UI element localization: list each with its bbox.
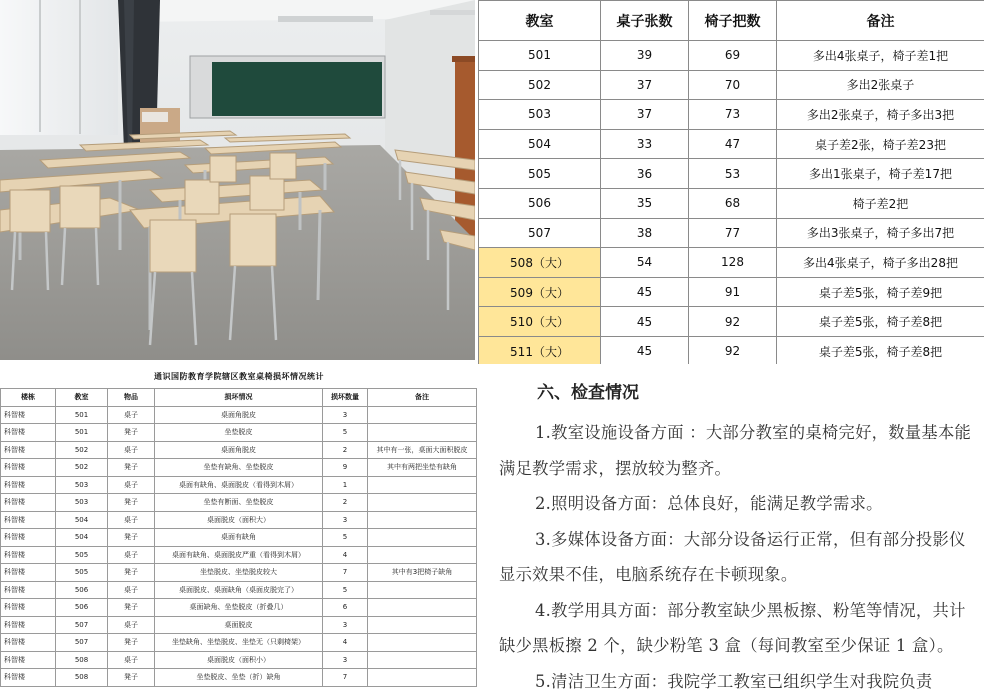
damage-cell: 坐垫有断面、坐垫脱皮	[155, 494, 323, 512]
quantity-cell: 3	[323, 616, 368, 634]
desk-chair-count-table	[478, 0, 984, 364]
inventory-row	[479, 307, 984, 337]
item-cell: 桌子	[108, 476, 155, 494]
damage-row	[1, 616, 477, 634]
chair-count-cell: 128	[689, 248, 777, 278]
room-cell: 503	[56, 494, 108, 512]
chair-count-cell: 47	[689, 129, 777, 159]
item-cell: 凳子	[108, 669, 155, 687]
remark-cell	[368, 424, 477, 442]
room-cell: 505	[479, 159, 601, 189]
col-header-room: 教室	[479, 1, 601, 41]
quantity-cell: 3	[323, 651, 368, 669]
inventory-table-body	[479, 41, 984, 365]
desk-count-cell: 39	[601, 41, 689, 71]
building-cell: 科智楼	[1, 651, 56, 669]
inventory-row	[479, 129, 984, 159]
note-cell: 桌子差5张，椅子差9把	[777, 277, 984, 307]
remark-cell	[368, 651, 477, 669]
room-cell: 501	[56, 406, 108, 424]
item-cell: 桌子	[108, 581, 155, 599]
room-cell: 507	[56, 634, 108, 652]
building-cell: 科智楼	[1, 424, 56, 442]
quantity-cell: 7	[323, 564, 368, 582]
damage-row	[1, 511, 477, 529]
room-cell: 510（大）	[479, 307, 601, 337]
room-cell: 502	[56, 459, 108, 477]
inventory-row	[479, 188, 984, 218]
remark-cell	[368, 494, 477, 512]
room-cell: 508	[56, 669, 108, 687]
remark-cell	[368, 476, 477, 494]
inventory-row	[479, 41, 984, 71]
col-header-damage: 损坏情况	[155, 389, 323, 407]
note-cell: 多出2张桌子	[777, 70, 984, 100]
quantity-cell: 7	[323, 669, 368, 687]
damage-table-title: 通识国防教育学院辖区教室桌椅损坏情况统计	[154, 372, 324, 381]
note-cell: 椅子差2把	[777, 188, 984, 218]
note-cell: 桌子差5张，椅子差8把	[777, 336, 984, 364]
desk-count-cell: 45	[601, 336, 689, 364]
room-cell: 502	[56, 441, 108, 459]
damage-cell: 桌面有缺角、桌面脱皮严重（看得到木屑）	[155, 546, 323, 564]
room-cell: 501	[479, 41, 601, 71]
item-cell: 桌子	[108, 651, 155, 669]
room-cell: 511（大）	[479, 336, 601, 364]
item-cell: 凳子	[108, 424, 155, 442]
damage-row	[1, 564, 477, 582]
remark-cell	[368, 669, 477, 687]
damage-row	[1, 634, 477, 652]
item-cell: 桌子	[108, 441, 155, 459]
damage-cell: 桌面有缺角	[155, 529, 323, 547]
inventory-header-row	[479, 1, 984, 41]
room-cell: 509（大）	[479, 277, 601, 307]
paragraph-cleaning: 5.清洁卫生方面：我院学工教室已组织学生对我院负责	[535, 671, 933, 691]
damage-cell: 坐垫脱皮、坐垫脱皮较大	[155, 564, 323, 582]
desk-count-cell: 35	[601, 188, 689, 218]
damage-cell: 桌面脱皮（面积小）	[155, 651, 323, 669]
damage-cell: 坐垫脱皮	[155, 424, 323, 442]
building-cell: 科智楼	[1, 546, 56, 564]
room-cell: 508	[56, 651, 108, 669]
damage-row	[1, 581, 477, 599]
room-cell: 504	[479, 129, 601, 159]
remark-cell: 其中有一张，桌面大面积脱皮	[368, 441, 477, 459]
item-cell: 桌子	[108, 406, 155, 424]
chair-count-cell: 69	[689, 41, 777, 71]
col-header-desks: 桌子张数	[601, 1, 689, 41]
building-cell: 科智楼	[1, 616, 56, 634]
quantity-cell: 6	[323, 599, 368, 617]
damage-table-body	[1, 406, 477, 686]
col-header-item: 物品	[108, 389, 155, 407]
building-cell: 科智楼	[1, 529, 56, 547]
damage-cell: 坐垫缺角、坐垫脱皮、坐垫无（只剩椅架）	[155, 634, 323, 652]
damage-cell: 坐垫有缺角、坐垫脱皮	[155, 459, 323, 477]
inspection-section	[499, 370, 982, 697]
note-cell: 多出1张桌子，椅子差17把	[777, 159, 984, 189]
damage-row	[1, 424, 477, 442]
note-cell: 多出2张桌子，椅子多出3把	[777, 100, 984, 130]
room-cell: 503	[479, 100, 601, 130]
remark-cell: 其中有3把椅子缺角	[368, 564, 477, 582]
col-header-note: 备注	[777, 1, 984, 41]
note-cell: 桌子差2张，椅子差23把	[777, 129, 984, 159]
room-cell: 508（大）	[479, 248, 601, 278]
quantity-cell: 9	[323, 459, 368, 477]
note-cell: 多出4张桌子，椅子差1把	[777, 41, 984, 71]
note-cell: 多出3张桌子，椅子多出7把	[777, 218, 984, 248]
quantity-cell: 3	[323, 406, 368, 424]
chair-count-cell: 53	[689, 159, 777, 189]
quantity-cell: 1	[323, 476, 368, 494]
room-cell: 506	[479, 188, 601, 218]
chair-count-cell: 92	[689, 336, 777, 364]
room-cell: 504	[56, 511, 108, 529]
quantity-cell: 5	[323, 529, 368, 547]
paragraph-multimedia: 3.多媒体设备方面：大部分设备运行正常，但有部分投影仪显示效果不佳，电脑系统存在卡顿现象。	[499, 529, 966, 584]
damage-cell: 桌面角脱皮	[155, 406, 323, 424]
remark-cell	[368, 616, 477, 634]
remark-cell	[368, 581, 477, 599]
quantity-cell: 5	[323, 581, 368, 599]
quantity-cell: 4	[323, 546, 368, 564]
inventory-row	[479, 248, 984, 278]
col-header-remark: 备注	[368, 389, 477, 407]
inventory-row	[479, 159, 984, 189]
damage-row	[1, 651, 477, 669]
damage-cell: 桌面角脱皮	[155, 441, 323, 459]
damage-row	[1, 406, 477, 424]
paragraph-lighting: 2.照明设备方面：总体良好，能满足教学需求。	[535, 494, 883, 513]
chair-count-cell: 73	[689, 100, 777, 130]
item-cell: 凳子	[108, 459, 155, 477]
building-cell: 科智楼	[1, 476, 56, 494]
chair-count-cell: 91	[689, 277, 777, 307]
item-cell: 凳子	[108, 599, 155, 617]
quantity-cell: 2	[323, 441, 368, 459]
remark-cell	[368, 406, 477, 424]
damage-row	[1, 546, 477, 564]
desk-count-cell: 37	[601, 100, 689, 130]
desk-count-cell: 54	[601, 248, 689, 278]
room-cell: 505	[56, 564, 108, 582]
item-cell: 凳子	[108, 494, 155, 512]
remark-cell	[368, 599, 477, 617]
inventory-row	[479, 100, 984, 130]
quantity-cell: 5	[323, 424, 368, 442]
damage-cell: 桌面脱皮	[155, 616, 323, 634]
remark-cell	[368, 529, 477, 547]
damage-statistics-sheet	[0, 362, 478, 697]
room-cell: 507	[479, 218, 601, 248]
remark-cell: 其中有两把坐垫有缺角	[368, 459, 477, 477]
room-cell: 507	[56, 616, 108, 634]
chair-count-cell: 92	[689, 307, 777, 337]
quantity-cell: 3	[323, 511, 368, 529]
building-cell: 科智楼	[1, 581, 56, 599]
col-header-building: 楼栋	[1, 389, 56, 407]
damage-cell: 桌面缺角、坐垫脱皮（折叠几）	[155, 599, 323, 617]
item-cell: 桌子	[108, 511, 155, 529]
room-cell: 506	[56, 599, 108, 617]
note-cell: 桌子差5张，椅子差8把	[777, 307, 984, 337]
building-cell: 科智楼	[1, 599, 56, 617]
item-cell: 凳子	[108, 529, 155, 547]
damage-cell: 桌面脱皮（面积大）	[155, 511, 323, 529]
inventory-row	[479, 70, 984, 100]
damage-row	[1, 476, 477, 494]
inventory-row	[479, 277, 984, 307]
section-heading: 六、检查情况	[537, 383, 639, 403]
remark-cell	[368, 546, 477, 564]
damage-row	[1, 599, 477, 617]
note-cell: 多出4张桌子，椅子多出28把	[777, 248, 984, 278]
room-cell: 503	[56, 476, 108, 494]
damage-cell: 桌面脱皮、桌面缺角（桌面皮脱完了）	[155, 581, 323, 599]
room-cell: 505	[56, 546, 108, 564]
classroom-photo	[0, 0, 475, 360]
damage-row	[1, 529, 477, 547]
building-cell: 科智楼	[1, 494, 56, 512]
col-header-room: 教室	[56, 389, 108, 407]
desk-count-cell: 45	[601, 307, 689, 337]
desk-count-cell: 33	[601, 129, 689, 159]
damage-row	[1, 669, 477, 687]
chair-count-cell: 77	[689, 218, 777, 248]
damage-header-row	[1, 389, 477, 407]
paragraph-facilities: 1.教室设施设备方面 ：大部分教室的桌椅完好，数量基本能满足教学需求，摆放较为整齐。	[499, 423, 972, 478]
desk-count-cell: 45	[601, 277, 689, 307]
building-cell: 科智楼	[1, 441, 56, 459]
col-header-chairs: 椅子把数	[689, 1, 777, 41]
item-cell: 桌子	[108, 546, 155, 564]
building-cell: 科智楼	[1, 634, 56, 652]
col-header-quantity: 损坏数量	[323, 389, 368, 407]
inventory-row	[479, 218, 984, 248]
room-cell: 501	[56, 424, 108, 442]
quantity-cell: 4	[323, 634, 368, 652]
classroom-illustration	[0, 0, 475, 360]
damage-cell: 桌面有缺角、桌面脱皮（看得到木屑）	[155, 476, 323, 494]
remark-cell	[368, 511, 477, 529]
building-cell: 科智楼	[1, 511, 56, 529]
paragraph-teaching-tools: 4.教学用具方面：部分教室缺少黑板擦、粉笔等情况，共计缺少黑板擦 2 个，缺少粉笔 3 盒（每间教室至少保证 1 盒）。	[499, 600, 966, 655]
damage-row	[1, 441, 477, 459]
room-cell: 506	[56, 581, 108, 599]
chair-count-cell: 68	[689, 188, 777, 218]
building-cell: 科智楼	[1, 564, 56, 582]
item-cell: 凳子	[108, 634, 155, 652]
inventory-row	[479, 336, 984, 364]
building-cell: 科智楼	[1, 406, 56, 424]
remark-cell	[368, 634, 477, 652]
building-cell: 科智楼	[1, 669, 56, 687]
damage-row	[1, 494, 477, 512]
building-cell: 科智楼	[1, 459, 56, 477]
chair-count-cell: 70	[689, 70, 777, 100]
damage-row	[1, 459, 477, 477]
desk-count-cell: 37	[601, 70, 689, 100]
item-cell: 桌子	[108, 616, 155, 634]
desk-count-cell: 36	[601, 159, 689, 189]
room-cell: 502	[479, 70, 601, 100]
item-cell: 凳子	[108, 564, 155, 582]
quantity-cell: 2	[323, 494, 368, 512]
damage-cell: 坐垫脱皮、坐垫（折）缺角	[155, 669, 323, 687]
room-cell: 504	[56, 529, 108, 547]
desk-count-cell: 38	[601, 218, 689, 248]
